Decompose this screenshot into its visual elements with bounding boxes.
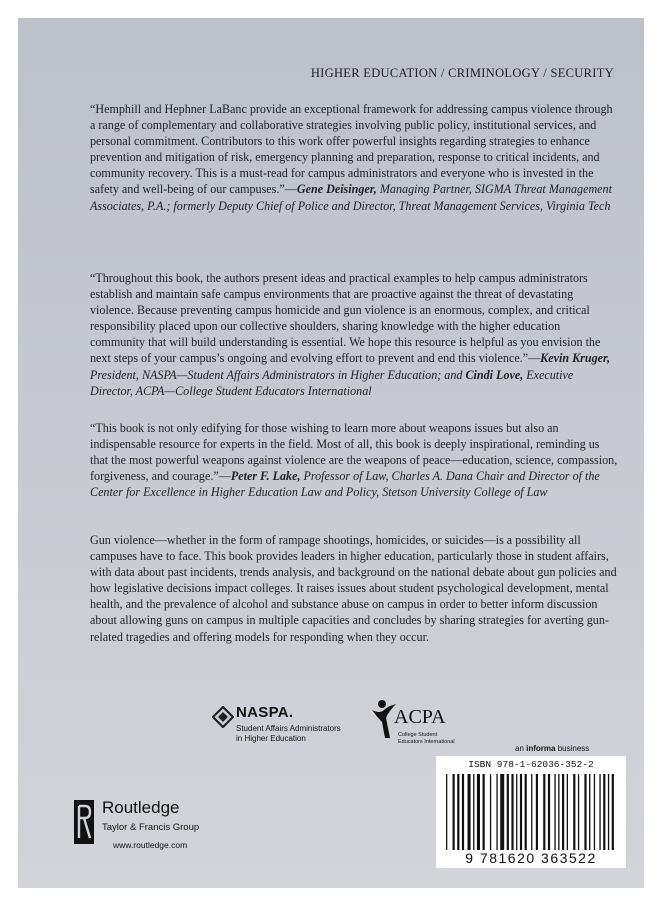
barcode-bars	[446, 774, 616, 850]
publisher-group: Taylor & Francis Group	[102, 822, 200, 833]
barcode-bar	[562, 774, 564, 850]
acpa-tagline-line: Educators International	[398, 738, 455, 745]
category-heading: HIGHER EDUCATION / CRIMINOLOGY / SECURITY	[310, 66, 614, 80]
endorsement-quote: “This book is not only edifying for those wishing to learn more about weapons issues but also an indispensable resource for experts in the field. Most of all, this book is deeply inspirational, reminding us that the most powerful weapons against violence are the weapons of peace—education, science, compassion, forgiveness, and courage.”—	[90, 421, 618, 484]
barcode-bar	[483, 774, 485, 850]
endorsement-lake	[90, 420, 618, 500]
naspa-tagline-line: Student Affairs Administrators	[236, 724, 341, 733]
endorsement-author: Gene Deisinger,	[296, 182, 377, 197]
endorsement-quote: “Hemphill and Hephner LaBanc provide an exceptional framework for addressing campus violence through a range of complementary and collaborative strategies involving public policy, institutional services, and personal commitment. Contributors to this work offer powerful insights regarding strategies to enhance prevention and mitigation of risk, emergency planning and preparation, response to critical incidents, and community recovery. This is a must-read for campus administrators and everyone who is invested in the safety and well-being of our campuses.”—	[90, 102, 613, 197]
endorsement-deisinger	[90, 101, 618, 214]
barcode-bar	[558, 774, 559, 850]
barcode-bar	[584, 774, 586, 850]
endorsement-bio: Executive Director, ACPA—College Student Educators International	[90, 367, 574, 398]
barcode-bar	[567, 774, 568, 850]
endorsement-author: Cindi Love,	[465, 367, 524, 382]
book-description	[90, 532, 618, 645]
back-cover	[18, 18, 644, 888]
barcode-bar	[554, 774, 555, 850]
barcode-bar	[599, 774, 600, 850]
description-text: Gun violence—whether in the form of rampage shootings, homicides, or suicides—is a possibility all campuses have to face. This book provides leaders in higher education, particularly those in student affairs, with data about past incidents, trends analysis, and background on the national debate about gun policies and how legislative decisions impact colleges. It raises issues about student psychological development, mental health, and the prevalence of alcohol and substance abuse on campus in order to better inform discussion about allowing guns on campus in multiple capacities and concludes by sharing strategies for averting gun-related tragedies and offering models for responding when they occur.	[90, 533, 617, 644]
barcode-bar	[453, 774, 455, 850]
acpa-tagline-line: College Student	[398, 732, 438, 738]
barcode-bar	[543, 774, 545, 850]
barcode-bar	[578, 774, 579, 850]
barcode-bar	[608, 774, 609, 850]
barcode-bar	[603, 774, 605, 850]
endorsement-author: Kevin Kruger,	[540, 351, 611, 366]
barcode-bar	[612, 774, 614, 850]
barcode-bar	[496, 774, 497, 850]
naspa-tagline	[236, 724, 346, 744]
barcode-bar	[525, 774, 527, 850]
barcode-bar	[507, 774, 509, 850]
endorsement-author: Peter F. Lake,	[230, 469, 301, 484]
barcode-bar	[594, 774, 595, 850]
barcode-bar	[473, 774, 474, 850]
routledge-emblem-icon	[74, 800, 94, 844]
barcode-bar	[511, 774, 513, 850]
naspa-name: NASPA.	[236, 704, 294, 721]
endorsement-bio: Professor of Law, Charles A. Dana Chair and Director of the Center for Excellence in Higher Education Law and Policy, Stetson University College of Law	[90, 469, 600, 500]
barcode-bar	[531, 774, 532, 850]
naspa-tagline-line: in Higher Education	[236, 734, 306, 743]
informa-suffix: business	[555, 744, 590, 753]
publisher-name: Routledge	[102, 798, 180, 817]
barcode-bar	[520, 774, 522, 850]
acpa-tagline	[398, 732, 468, 745]
endorsement-kruger-love	[90, 270, 618, 399]
barcode-bar	[477, 774, 480, 850]
barcode-bar	[490, 774, 491, 850]
endorsement-quote: “Throughout this book, the authors present ideas and practical examples to help campus administrators establish and maintain safe campus environments that are proactive against the threat of devastating violence. Because preventing campus homicide and gun violence is an enormous, complex, and critical responsibility placed upon our collective shoulders, sharing knowledge with the higher education community that will build understanding is essential. We hope this resource is helpful as you envision the next steps of your campus’s ongoing and evolving effort to prevent and end this violence.”—	[90, 271, 601, 366]
barcode-bar	[573, 774, 575, 850]
acpa-name: ACPA	[394, 706, 446, 728]
barcode-bar	[500, 774, 504, 850]
barcode-bar	[446, 774, 447, 850]
informa-prefix: an	[515, 744, 527, 753]
barcode-bar	[462, 774, 464, 850]
informa-label	[515, 744, 589, 753]
informa-brand: informa	[526, 744, 556, 753]
barcode-bar	[548, 774, 550, 850]
isbn-label: ISBN 978-1-62036-352-2	[468, 759, 594, 770]
endorsement-bio: Managing Partner, SIGMA Threat Management Associates, P.A.; formerly Deputy Chief of Police and Director, Threat Management Services, Virginia Tech	[90, 182, 612, 213]
barcode-bar	[468, 774, 471, 850]
barcode-bar	[589, 774, 590, 850]
barcode-bar	[457, 774, 459, 850]
isbn-barcode	[436, 756, 626, 868]
barcode-digits: 9 781620 363522	[465, 850, 597, 866]
barcode-bar	[536, 774, 538, 850]
endorsement-bio: President, NASPA—Student Affairs Administrators in Higher Education; and	[90, 367, 466, 382]
naspa-diamond-icon	[212, 706, 234, 728]
publisher-url[interactable]: www.routledge.com	[113, 840, 188, 850]
barcode-bar	[516, 774, 517, 850]
